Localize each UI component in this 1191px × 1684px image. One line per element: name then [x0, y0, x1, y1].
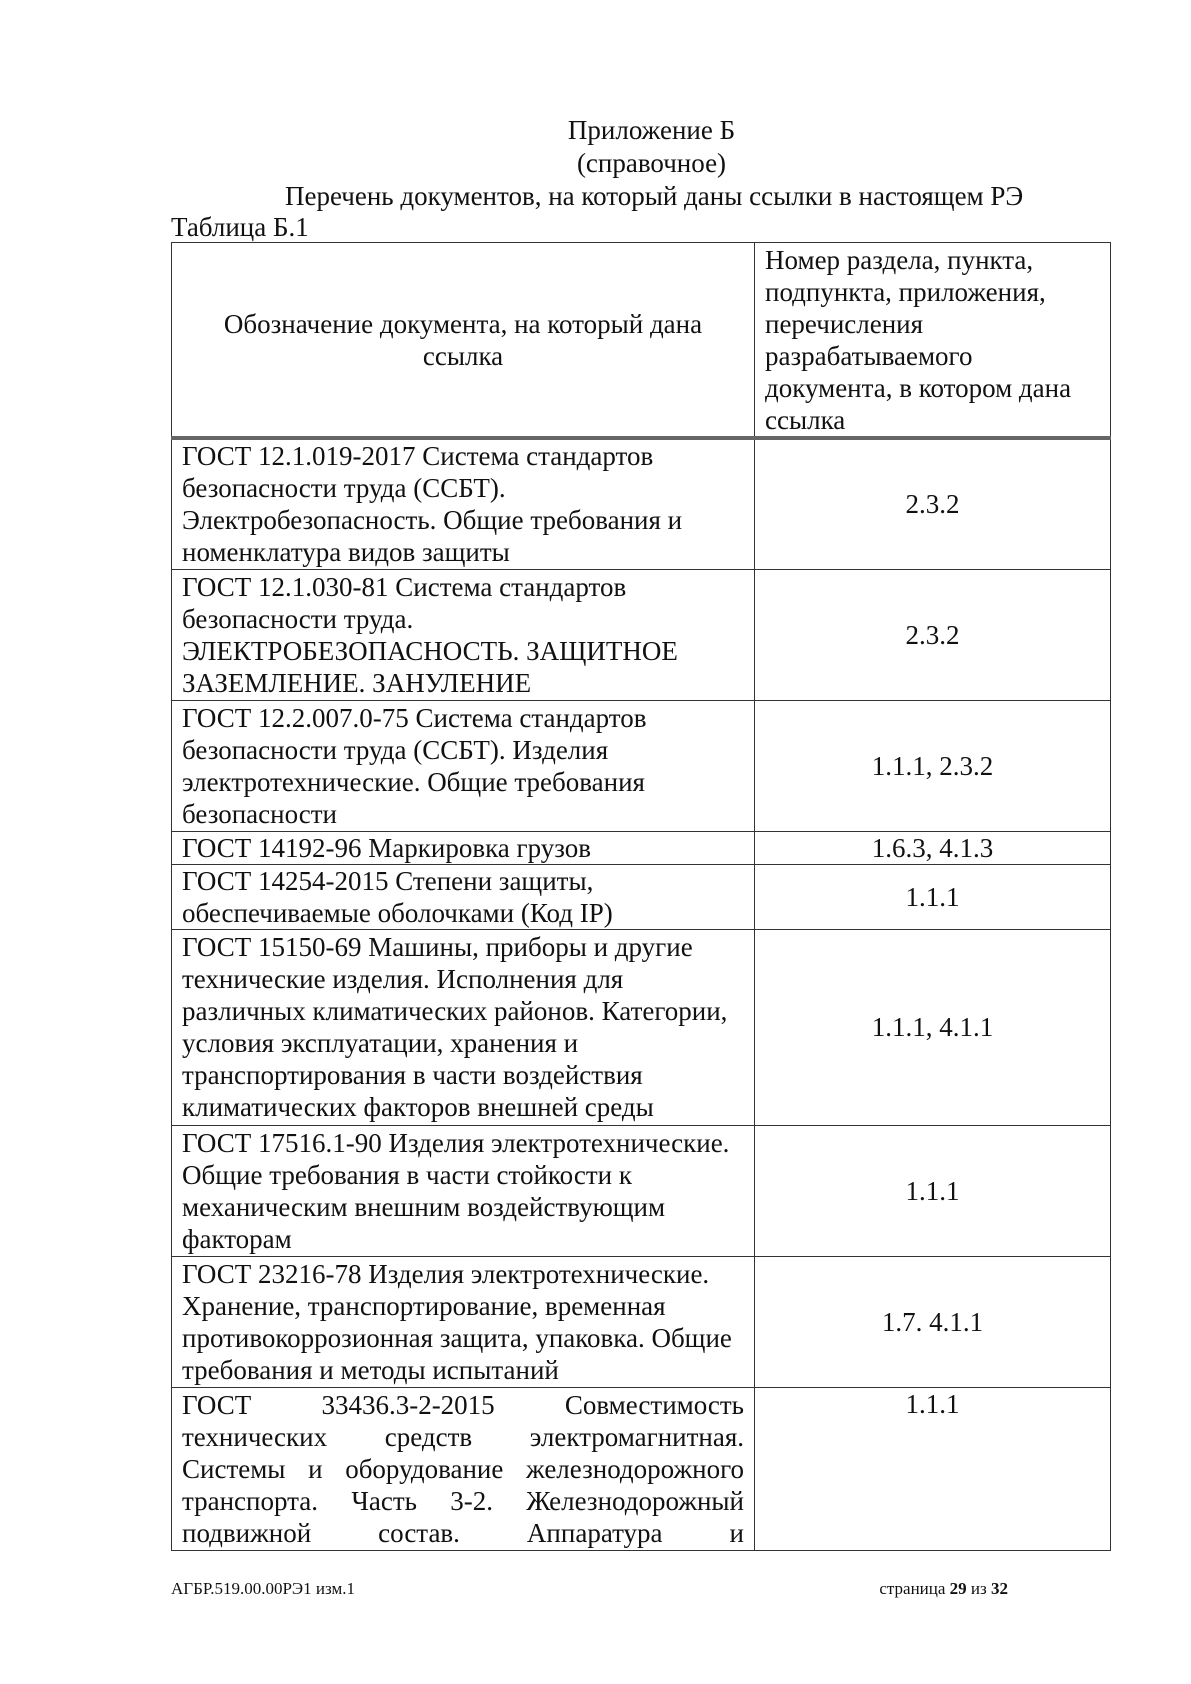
section-cell: 1.1.1, 4.1.1	[755, 929, 1111, 1125]
section-cell: 1.1.1, 2.3.2	[755, 700, 1111, 831]
document-cell: ГОСТ 15150-69 Машины, приборы и другие технические изделия. Исполнения для различных климатических районов. Категории, условия эксплуатации, хранения и транспортирования в части воздействия климатических факторов внешней среды	[172, 929, 755, 1125]
table-row	[172, 700, 1111, 831]
document-cell: ГОСТ 33436.3-2-2015 Совместимость технических средств электромагнитная. Системы и оборудование железнодорожного транспорта. Часть 3-2. Железнодорожный подвижной состав. Аппаратура и	[172, 1387, 755, 1550]
page-of: из	[970, 1579, 987, 1598]
page-total: 32	[991, 1579, 1008, 1598]
table-row	[172, 1125, 1111, 1256]
section-cell: 2.3.2	[755, 569, 1111, 700]
document-cell: ГОСТ 23216-78 Изделия электротехнические. Хранение, транспортирование, временная противокоррозионная защита, упаковка. Общие требования и методы испытаний	[172, 1256, 755, 1387]
table-row	[172, 1256, 1111, 1387]
column-header-document: Обозначение документа, на который дана ссылка	[172, 243, 755, 439]
document-cell: ГОСТ 12.2.007.0-75 Система стандартов безопасности труда (ССБТ). Изделия электротехнические. Общие требования безопасности	[172, 700, 755, 831]
column-header-section: Номер раздела, пункта, подпункта, приложения, перечисления разрабатываемого документа, в котором дана ссылка	[755, 243, 1111, 439]
document-cell: ГОСТ 17516.1-90 Изделия электротехнические. Общие требования в части стойкости к механическим внешним воздействующим факторам	[172, 1125, 755, 1256]
table-header-row	[172, 243, 1111, 439]
table-row	[172, 569, 1111, 700]
document-cell: ГОСТ 14254-2015 Степени защиты, обеспечиваемые оболочками (Код IP)	[172, 864, 755, 929]
table-row	[172, 1387, 1111, 1550]
page-current: 29	[949, 1579, 967, 1598]
list-title: Перечень документов, на который даны ссылки в настоящем РЭ	[285, 181, 1024, 211]
document-code: АГБР.519.00.00РЭ1 изм.1	[171, 1579, 355, 1598]
section-cell: 1.1.1	[755, 1387, 1111, 1550]
page-counter	[879, 1579, 1008, 1599]
appendix-title: Приложение Б	[567, 115, 736, 145]
table-row	[172, 831, 1111, 864]
document-cell: ГОСТ 12.1.019-2017 Система стандартов безопасности труда (ССБТ). Электробезопасность. Общие требования и номенклатура видов защиты	[172, 438, 755, 569]
section-cell: 1.1.1	[755, 864, 1111, 929]
table-row	[172, 864, 1111, 929]
appendix-subtitle: (справочное)	[576, 148, 727, 178]
section-cell: 2.3.2	[755, 438, 1111, 569]
section-cell: 1.7. 4.1.1	[755, 1256, 1111, 1387]
document-cell: ГОСТ 14192-96 Маркировка грузов	[172, 831, 755, 864]
section-cell: 1.1.1	[755, 1125, 1111, 1256]
document-cell: ГОСТ 12.1.030-81 Система стандартов безопасности труда. ЭЛЕКТРОБЕЗОПАСНОСТЬ. ЗАЩИТНОЕ ЗАЗЕМЛЕНИЕ. ЗАНУЛЕНИЕ	[172, 569, 755, 700]
page-word: страница	[879, 1579, 946, 1598]
section-cell: 1.6.3, 4.1.3	[755, 831, 1111, 864]
table-label: Таблица Б.1	[171, 212, 309, 242]
table-row	[172, 438, 1111, 569]
table-row	[172, 929, 1111, 1125]
references-table	[171, 242, 1111, 1551]
